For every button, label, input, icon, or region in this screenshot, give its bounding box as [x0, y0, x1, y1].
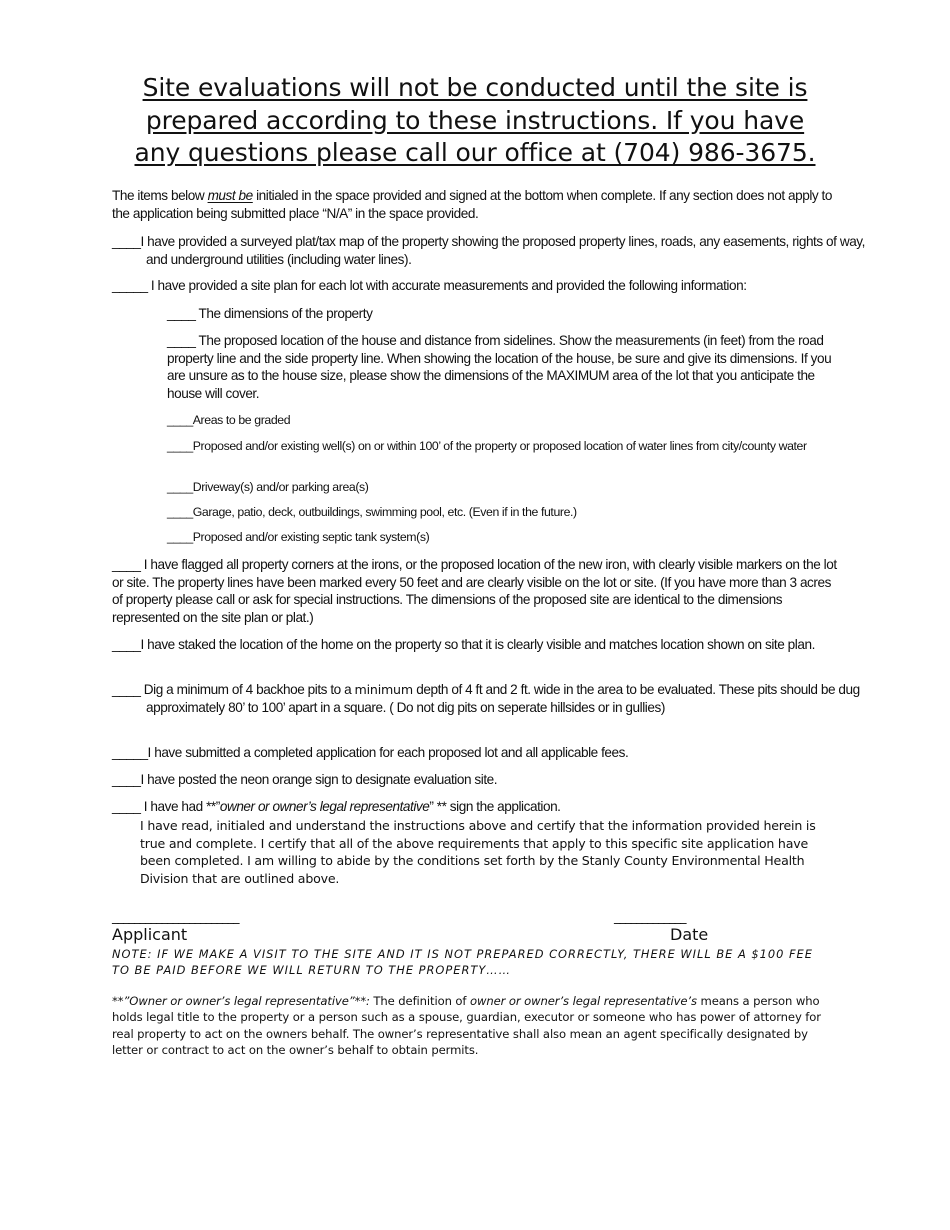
intro-emphasis: must be: [207, 188, 253, 203]
definition-term: **”Owner or owner’s legal representative”**:: [112, 994, 370, 1008]
owner-text-end: ” ** sign the application.: [429, 799, 561, 814]
intro-text-end: initialed in the space provided and signed at the bottom when complete. If any section does not apply to the application being submitted place “N/A” in the space provided.: [112, 188, 832, 221]
item-application: _____I have submitted a completed application for each proposed lot and all applicable fees.: [112, 745, 629, 760]
subitem-garage: ____Garage, patio, deck, outbuildings, swimming pool, etc. (Even if in the future.): [167, 505, 577, 519]
item-plat: ____I have provided a surveyed plat/tax map of the property showing the proposed property lines, roads, any easements, rights of way, and underground utilities (including water lines).: [112, 234, 865, 267]
subitem-wells: ____Proposed and/or existing well(s) on or within 100’ of the property or proposed location of water lines from city/county water: [167, 439, 807, 453]
item-sign-posted: ____I have posted the neon orange sign to designate evaluation site.: [112, 772, 498, 787]
subitem-graded: ____Areas to be graded: [167, 413, 291, 427]
applicant-signature-line: _______________________: [112, 910, 239, 925]
date-signature-line: _____________: [614, 910, 686, 925]
applicant-label: Applicant: [112, 925, 188, 944]
subitem-dimensions: ____ The dimensions of the property: [167, 306, 373, 321]
definition-body: means a person who holds legal title to the property or a person such as a spouse, guardian, executor or someone who has power of attorney for real property to act on the owners behalf. The owner’s representative shall also mean an agent specifically designated by letter or contract to act on the owner’s behalf to obtain permits.: [112, 994, 821, 1058]
certification-statement: I have read, initialed and understand the instructions above and certify that the information provided herein is true and complete. I certify that all of the above requirements that apply to this specific site application have been completed. I am willing to abide by the conditions set forth by the Stanly County Environmental Health Division that are outlined above.: [140, 818, 816, 886]
item-owner-signed: [112, 798, 842, 816]
definition-paragraph: [112, 993, 837, 1059]
item-site-plan: _____ I have provided a site plan for each lot with accurate measurements and provided the following information:: [112, 278, 747, 293]
subitem-septic: ____Proposed and/or existing septic tank system(s): [167, 530, 430, 544]
item-pits: [112, 681, 876, 716]
owner-emphasis: owner or owner’s legal representative: [219, 799, 430, 814]
pits-minimum: minimum: [354, 682, 413, 697]
pits-text-end: depth of 4 ft and 2 ft. wide in the area to be evaluated. These pits should be dug approximately 80’ to 100’ apart in a square. ( Do not dig pits on seperate hillsides or in gullies): [146, 682, 860, 715]
revisit-fee-note: NOTE: IF WE MAKE A VISIT TO THE SITE AND IT IS NOT PREPARED CORRECTLY, THERE WILL BE A $100 FEE TO BE PAID BEFORE WE WILL RETURN TO THE PROPERTY……: [112, 947, 813, 977]
subitem-driveway: ____Driveway(s) and/or parking area(s): [167, 480, 369, 494]
subitem-house-location: ____ The proposed location of the house and distance from sidelines. Show the measurements (in feet) from the road property line and the side property line. When showing the location of the house, be sure and give its dimensions. If you are unsure as to the house size, please show the dimensions of the MAXIMUM area of the lot that you anticipate the house will cover.: [167, 333, 832, 401]
intro-paragraph: [112, 187, 842, 222]
date-label: Date: [670, 925, 709, 944]
owner-text: ____ I have had **”: [112, 799, 220, 814]
item-staked: ____I have staked the location of the home on the property so that it is clearly visible and matches location shown on site plan.: [112, 637, 815, 652]
item-flagged: ____ I have flagged all property corners at the irons, or the proposed location of the new iron, with clearly visible markers on the lot or site. The property lines have been marked every 50 feet and are clearly visible on the lot or site. (If you have more than 3 acres of property please call or ask for special instructions. The dimensions of the proposed site are identical to the dimensions represented on the site plan or plat.): [112, 557, 837, 625]
pits-text: ____ Dig a minimum of 4 backhoe pits to a: [112, 682, 355, 697]
intro-text: The items below: [112, 188, 208, 203]
definition-term-repeat: owner or owner’s legal representative’s: [470, 994, 697, 1008]
definition-intro: The definition of: [369, 994, 470, 1008]
page-title: Site evaluations will not be conducted until the site is prepared according to these instructions. If you have any questions please call our office at (704) 986-3675.: [134, 73, 816, 167]
